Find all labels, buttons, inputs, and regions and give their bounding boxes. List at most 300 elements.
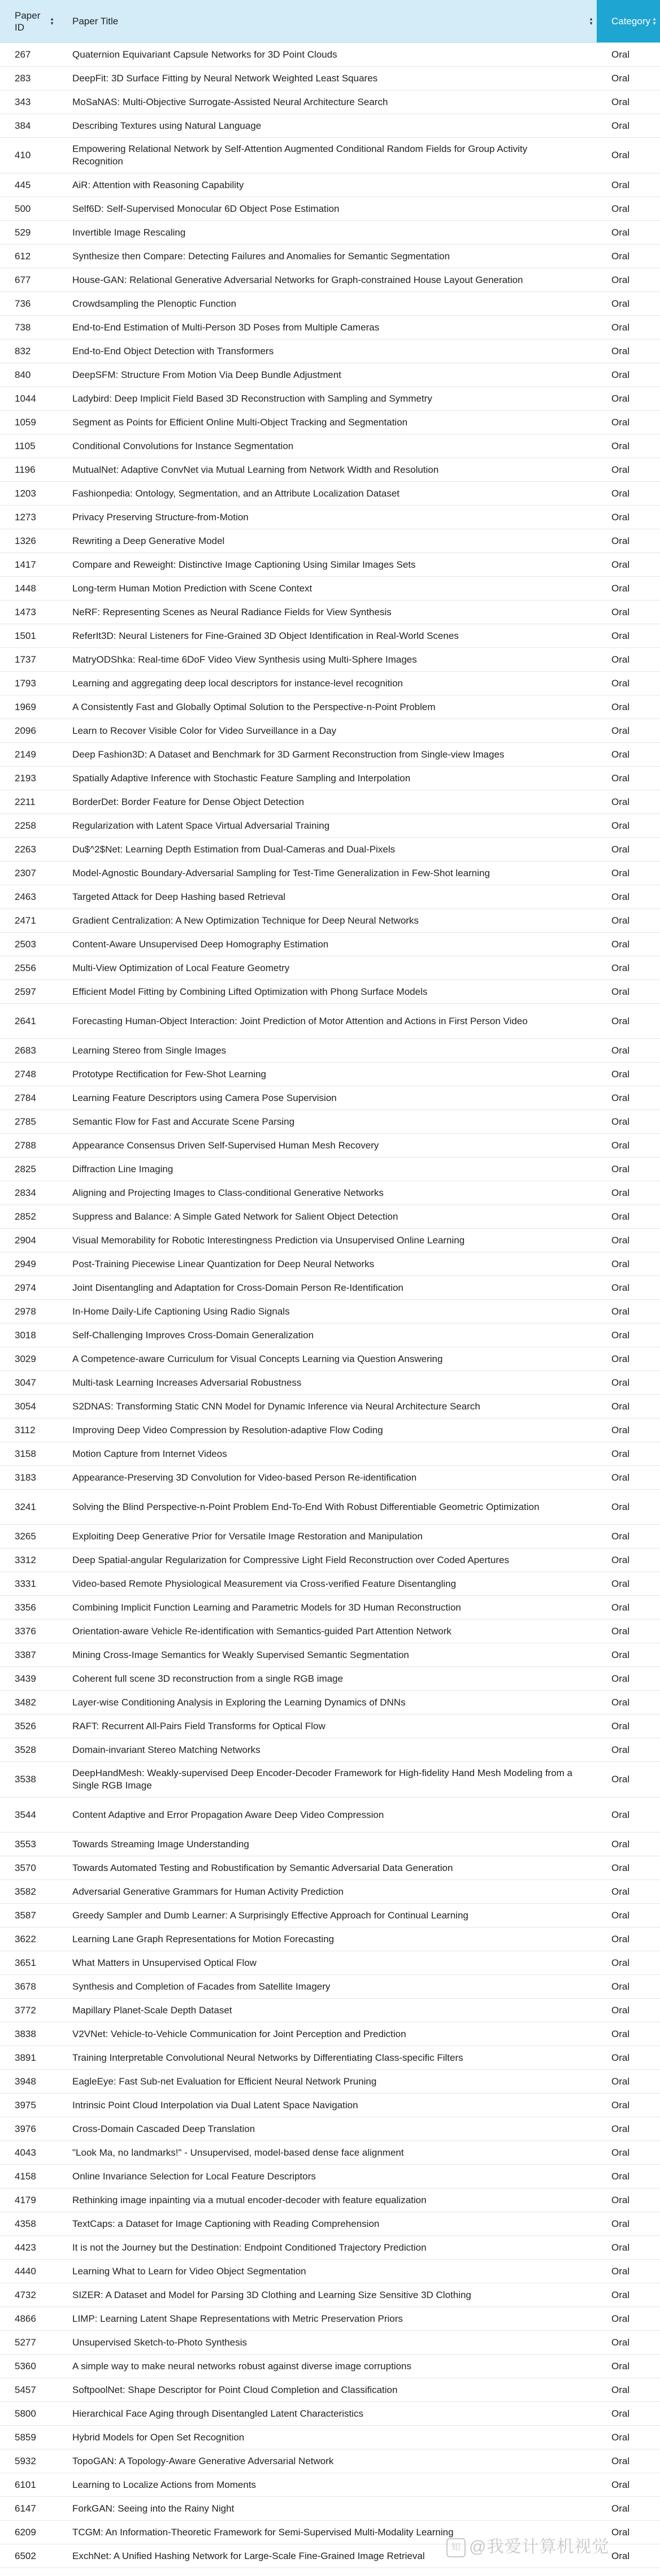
table-row[interactable] — [0, 1856, 660, 1880]
table-row[interactable] — [0, 2378, 660, 2402]
category-cell: Oral — [611, 1673, 630, 1684]
table-row[interactable] — [0, 2355, 660, 2378]
category-cell: Oral — [611, 464, 630, 475]
table-row[interactable] — [0, 2094, 660, 2117]
table-row[interactable] — [0, 1999, 660, 2022]
category-cell: Oral — [611, 274, 630, 285]
paper-id-cell: 5859 — [15, 2431, 36, 2443]
paper-id-cell: 677 — [15, 274, 31, 285]
column-header-paper-title[interactable] — [58, 0, 597, 42]
table-row[interactable] — [0, 1951, 660, 1975]
paper-title-cell: Mapillary Planet-Scale Depth Dataset — [72, 2004, 232, 2016]
table-row[interactable] — [0, 387, 660, 411]
paper-title-cell: Learning Feature Descriptors using Camera Pose Supervision — [72, 1092, 337, 1103]
table-row[interactable] — [0, 2236, 660, 2260]
category-cell: Oral — [611, 796, 630, 807]
table-row[interactable] — [0, 1181, 660, 1205]
paper-id-cell: 2785 — [15, 1116, 36, 1127]
table-row[interactable] — [0, 861, 660, 885]
category-cell: Oral — [611, 1649, 630, 1660]
category-cell: Oral — [611, 1116, 630, 1127]
table-row[interactable] — [0, 2046, 660, 2070]
paper-id-cell: 4732 — [15, 2289, 36, 2300]
paper-title-cell: Learning to Localize Actions from Moments — [72, 2479, 257, 2490]
table-row[interactable] — [0, 2402, 660, 2426]
paper-title-cell: DeepHandMesh: Weakly-supervised Deep Encoder-Decoder Framework for High-fidelity Hand Mesh Modeling from a Single RGB Image — [72, 1768, 573, 1791]
category-cell: Oral — [611, 1602, 630, 1613]
paper-title-cell: Learning Lane Graph Representations for Motion Forecasting — [72, 1933, 335, 1944]
category-cell: Oral — [611, 2384, 630, 2395]
paper-title-cell: Rethinking image inpainting via a mutual encoder-decoder with feature equalization — [72, 2194, 427, 2205]
table-row[interactable] — [0, 67, 660, 90]
category-cell: Oral — [611, 938, 630, 950]
paper-id-cell: 3772 — [15, 2004, 36, 2016]
paper-id-cell: 832 — [15, 345, 31, 356]
category-cell: Oral — [611, 2052, 630, 2063]
category-cell: Oral — [611, 1045, 630, 1056]
paper-title-cell: MutualNet: Adaptive ConvNet via Mutual Learning from Network Width and Resolution — [72, 464, 439, 475]
column-header-paper-id[interactable] — [0, 0, 58, 42]
paper-title-cell: Greedy Sampler and Dumb Learner: A Surprisingly Effective Approach for Continual Learning — [72, 1909, 468, 1921]
paper-id-cell: 384 — [15, 120, 31, 131]
table-row[interactable] — [0, 719, 660, 743]
table-row[interactable] — [0, 363, 660, 387]
category-cell: Oral — [611, 440, 630, 451]
paper-id-cell: 3553 — [15, 1838, 36, 1850]
category-cell: Oral — [611, 1306, 630, 1317]
table-row[interactable] — [0, 2212, 660, 2236]
paper-id-cell: 2852 — [15, 1211, 36, 1222]
paper-title-cell: Learn to Recover Visible Color for Video Surveillance in a Day — [72, 725, 337, 736]
paper-id-cell: 1448 — [15, 582, 36, 594]
paper-title-cell: Rewriting a Deep Generative Model — [72, 535, 225, 546]
paper-title-cell: Synthesis and Completion of Facades from Satellite Imagery — [72, 1981, 331, 1992]
paper-id-cell: 3528 — [15, 1744, 36, 1755]
paper-title-cell: Multi-View Optimization of Local Feature Geometry — [72, 962, 290, 973]
category-cell: Oral — [611, 749, 630, 760]
category-cell: Oral — [611, 701, 630, 712]
paper-id-cell: 3544 — [15, 1809, 36, 1820]
table-row[interactable] — [0, 2165, 660, 2188]
paper-id-cell: 3029 — [15, 1353, 36, 1364]
category-cell: Oral — [611, 1744, 630, 1755]
paper-title-cell: It is not the Journey but the Destination: Endpoint Conditioned Trajectory Prediction — [72, 2242, 427, 2253]
paper-title-cell: DeepFit: 3D Surface Fitting by Neural Network Weighted Least Squares — [72, 72, 378, 84]
table-row[interactable] — [0, 2141, 660, 2165]
paper-title-cell: Aligning and Projecting Images to Class-conditional Generative Networks — [72, 1187, 384, 1198]
category-cell: Oral — [611, 2265, 630, 2277]
category-cell: Oral — [611, 2526, 630, 2538]
table-body — [0, 43, 660, 2568]
paper-title-cell: Learning Stereo from Single Images — [72, 1045, 227, 1056]
paper-title-cell: DeepSFM: Structure From Motion Via Deep Bundle Adjustment — [72, 369, 341, 380]
category-cell: Oral — [611, 1448, 630, 1459]
table-row[interactable] — [0, 1229, 660, 1252]
paper-id-cell: 2974 — [15, 1282, 36, 1293]
paper-title-cell: Forecasting Human-Object Interaction: Joint Prediction of Motor Attention and Actions in First Person Video — [72, 1015, 528, 1026]
table-row[interactable] — [0, 245, 660, 268]
paper-id-cell: 1105 — [15, 440, 36, 451]
paper-title-cell: Mining Cross-Image Semantics for Weakly Supervised Semantic Segmentation — [72, 1649, 409, 1660]
table-row[interactable] — [0, 838, 660, 861]
table-row[interactable] — [0, 2260, 660, 2283]
table-row[interactable] — [0, 1880, 660, 1904]
table-row[interactable] — [0, 2022, 660, 2046]
category-cell: Oral — [611, 2431, 630, 2443]
paper-id-cell: 2556 — [15, 962, 36, 973]
table-row[interactable] — [0, 2307, 660, 2331]
paper-id-cell: 1196 — [15, 464, 36, 475]
category-cell: Oral — [611, 2360, 630, 2372]
paper-title-cell: Hierarchical Face Aging through Disentangled Latent Characteristics — [72, 2408, 363, 2419]
category-cell: Oral — [611, 2455, 630, 2466]
table-row[interactable] — [0, 1004, 660, 1039]
paper-id-cell: 6101 — [15, 2479, 36, 2490]
paper-id-cell: 1737 — [15, 654, 36, 665]
column-header-paper-id-label: Paper ID — [15, 10, 41, 33]
table-row[interactable] — [0, 933, 660, 956]
paper-title-cell: "Look Ma, no landmarks!" - Unsupervised, model-based dense face alignment — [72, 2147, 404, 2158]
table-row[interactable] — [0, 885, 660, 909]
category-cell: Oral — [611, 1981, 630, 1992]
table-row[interactable] — [0, 1086, 660, 1110]
watermark — [446, 2533, 609, 2557]
table-row[interactable] — [0, 1063, 660, 1086]
paper-id-cell: 3241 — [15, 1501, 36, 1512]
paper-title-cell: TCGM: An Information-Theoretic Framework for Semi-Supervised Multi-Modality Learning — [72, 2526, 454, 2538]
paper-title-cell: Towards Streaming Image Understanding — [72, 1838, 249, 1850]
table-row[interactable] — [0, 1798, 660, 1833]
table-row[interactable] — [0, 316, 660, 340]
paper-id-cell: 3439 — [15, 1673, 36, 1684]
table-row[interactable] — [0, 411, 660, 434]
table-row[interactable] — [0, 1039, 660, 1063]
paper-title-cell: Spatially Adaptive Inference with Stochastic Feature Sampling and Interpolation — [72, 772, 411, 784]
table-row[interactable] — [0, 1715, 660, 1738]
paper-title-cell: Post-Training Piecewise Linear Quantization for Deep Neural Networks — [72, 1258, 375, 1269]
paper-id-cell: 3651 — [15, 1957, 36, 1968]
table-row[interactable] — [0, 672, 660, 695]
paper-title-cell: Diffraction Line Imaging — [72, 1163, 173, 1174]
category-cell: Oral — [611, 49, 630, 60]
paper-title-cell: Conditional Convolutions for Instance Segmentation — [72, 440, 294, 451]
paper-id-cell: 3047 — [15, 1377, 36, 1388]
category-cell: Oral — [611, 2075, 630, 2087]
paper-title-cell: NeRF: Representing Scenes as Neural Radiance Fields for View Synthesis — [72, 606, 392, 617]
paper-title-cell: ForkGAN: Seeing into the Rainy Night — [72, 2503, 235, 2514]
table-row[interactable] — [0, 648, 660, 672]
paper-title-cell: Du$^2$Net: Learning Depth Estimation from Dual-Cameras and Dual-Pixels — [72, 843, 396, 855]
table-row[interactable] — [0, 2117, 660, 2141]
category-cell: Oral — [611, 1211, 630, 1222]
paper-title-cell: Training Interpretable Convolutional Neural Networks by Differentiating Class-specific Filters — [72, 2052, 463, 2063]
table-row[interactable] — [0, 2331, 660, 2355]
category-cell: Oral — [611, 1163, 630, 1174]
paper-title-cell: Model-Agnostic Boundary-Adversarial Sampling for Test-Time Generalization in Few-Shot learning — [72, 867, 490, 878]
table-row[interactable] — [0, 767, 660, 790]
table-row[interactable] — [0, 221, 660, 245]
category-cell: Oral — [611, 250, 630, 262]
table-row[interactable] — [0, 1548, 660, 1572]
table-row[interactable] — [0, 601, 660, 624]
table-row[interactable] — [0, 1276, 660, 1300]
table-row[interactable] — [0, 173, 660, 197]
table-row[interactable] — [0, 980, 660, 1004]
table-row[interactable] — [0, 577, 660, 601]
paper-title-cell: Intrinsic Point Cloud Interpolation via Dual Latent Space Navigation — [72, 2099, 358, 2111]
paper-title-cell: Appearance-Preserving 3D Convolution for Video-based Person Re-identification — [72, 1472, 417, 1483]
category-cell: Oral — [611, 2550, 630, 2561]
category-cell: Oral — [611, 1377, 630, 1388]
table-row[interactable] — [0, 2449, 660, 2473]
category-cell: Oral — [611, 2313, 630, 2324]
paper-title-cell: Privacy Preserving Structure-from-Motion — [72, 511, 249, 523]
paper-id-cell: 6209 — [15, 2526, 36, 2538]
table-row[interactable] — [0, 2070, 660, 2094]
table-row[interactable] — [0, 1418, 660, 1442]
paper-id-cell: 3376 — [15, 1625, 36, 1637]
table-row[interactable] — [0, 790, 660, 814]
category-cell: Oral — [611, 120, 630, 131]
table-row[interactable] — [0, 1466, 660, 1490]
table-row[interactable] — [0, 1738, 660, 1762]
table-row[interactable] — [0, 1643, 660, 1667]
table-row[interactable] — [0, 482, 660, 506]
table-row[interactable] — [0, 743, 660, 767]
paper-id-cell: 4358 — [15, 2218, 36, 2229]
table-row[interactable] — [0, 197, 660, 221]
category-cell: Oral — [611, 2123, 630, 2134]
paper-title-cell: RAFT: Recurrent All-Pairs Field Transforms for Optical Flow — [72, 1720, 325, 1731]
table-row[interactable] — [0, 1572, 660, 1596]
paper-id-cell: 2463 — [15, 891, 36, 902]
table-row[interactable] — [0, 695, 660, 719]
paper-title-cell: Joint Disentangling and Adaptation for Cross-Domain Person Re-Identification — [72, 1282, 403, 1293]
paper-id-cell: 3622 — [15, 1933, 36, 1944]
table-row[interactable] — [0, 2283, 660, 2307]
sort-icon[interactable]: ▲ ▼ — [50, 16, 54, 26]
paper-id-cell: 2825 — [15, 1163, 36, 1174]
paper-title-cell: AiR: Attention with Reasoning Capability — [72, 179, 244, 190]
paper-title-cell: End-to-End Estimation of Multi-Person 3D Poses from Multiple Cameras — [72, 321, 380, 333]
table-row[interactable] — [0, 956, 660, 980]
paper-title-cell: Empowering Relational Network by Self-Attention Augmented Conditional Random Fields for Group Activity Recognition — [72, 143, 528, 167]
paper-id-cell: 3356 — [15, 1602, 36, 1613]
table-row[interactable] — [0, 1324, 660, 1347]
paper-title-cell: ExchNet: A Unified Hashing Network for Large-Scale Fine-Grained Image Retrieval — [72, 2550, 425, 2561]
paper-id-cell: 2193 — [15, 772, 36, 784]
paper-title-cell: Describing Textures using Natural Language — [72, 120, 262, 131]
category-cell: Oral — [611, 1329, 630, 1341]
table-row[interactable] — [0, 1347, 660, 1371]
table-row[interactable] — [0, 2497, 660, 2521]
paper-title-cell: LIMP: Learning Latent Shape Representations with Metric Preservation Priors — [72, 2313, 403, 2324]
category-cell: Oral — [611, 1696, 630, 1708]
paper-title-cell: House-GAN: Relational Generative Adversarial Networks for Graph-constrained House Layout Generation — [72, 274, 523, 285]
table-row[interactable] — [0, 909, 660, 933]
paper-id-cell: 2471 — [15, 915, 36, 926]
sort-icon[interactable]: ▲ ▼ — [652, 16, 657, 26]
paper-id-cell: 1059 — [15, 416, 36, 428]
table-row[interactable] — [0, 340, 660, 363]
table-row[interactable] — [0, 1620, 660, 1643]
paper-title-cell: Multi-task Learning Increases Adversarial Robustness — [72, 1377, 302, 1388]
table-row[interactable] — [0, 1596, 660, 1620]
category-cell: Oral — [611, 2336, 630, 2348]
table-row[interactable] — [0, 506, 660, 529]
table-row[interactable] — [0, 1158, 660, 1181]
category-cell: Oral — [611, 1625, 630, 1637]
category-cell: Oral — [611, 369, 630, 380]
paper-id-cell: 5360 — [15, 2360, 36, 2372]
paper-id-cell: 1793 — [15, 677, 36, 689]
table-row[interactable] — [0, 292, 660, 316]
category-cell: Oral — [611, 654, 630, 665]
paper-title-cell: Online Invariance Selection for Local Feature Descriptors — [72, 2170, 316, 2182]
table-row[interactable] — [0, 1525, 660, 1548]
table-row[interactable] — [0, 434, 660, 458]
paper-id-cell: 3526 — [15, 1720, 36, 1731]
category-cell: Oral — [611, 345, 630, 356]
table-row[interactable] — [0, 114, 660, 138]
category-cell: Oral — [611, 2147, 630, 2158]
category-cell: Oral — [611, 1838, 630, 1850]
table-row[interactable] — [0, 1252, 660, 1276]
paper-title-cell: End-to-End Object Detection with Transformers — [72, 345, 274, 356]
category-cell: Oral — [611, 986, 630, 997]
paper-title-cell: Learning and aggregating deep local descriptors for instance-level recognition — [72, 677, 403, 689]
paper-title-cell: Content Adaptive and Error Propagation Aware Deep Video Compression — [72, 1809, 384, 1820]
table-row[interactable] — [0, 1691, 660, 1715]
table-row[interactable] — [0, 90, 660, 114]
table-row[interactable] — [0, 1300, 660, 1324]
paper-id-cell: 2784 — [15, 1092, 36, 1103]
table-row[interactable] — [0, 1134, 660, 1158]
column-header-paper-title-label: Paper Title — [72, 16, 119, 27]
paper-id-cell: 2258 — [15, 820, 36, 831]
paper-id-cell: 6147 — [15, 2503, 36, 2514]
table-row[interactable] — [0, 814, 660, 838]
category-cell: Oral — [611, 677, 630, 689]
paper-id-cell: 5932 — [15, 2455, 36, 2466]
paper-title-cell: A simple way to make neural networks robust against diverse image corruptions — [72, 2360, 412, 2372]
category-cell: Oral — [611, 2099, 630, 2111]
table-row[interactable] — [0, 1667, 660, 1691]
paper-title-cell: MatryODShka: Real-time 6DoF Video View Synthesis using Multi-Sphere Images — [72, 654, 417, 665]
paper-id-cell: 2949 — [15, 1258, 36, 1269]
paper-id-cell: 2211 — [15, 796, 36, 807]
paper-id-cell: 3331 — [15, 1578, 36, 1589]
paper-title-cell: What Matters in Unsupervised Optical Flow — [72, 1957, 257, 1968]
table-row[interactable] — [0, 1442, 660, 1466]
column-header-category[interactable] — [597, 0, 660, 42]
paper-id-cell: 3948 — [15, 2075, 36, 2087]
category-cell: Oral — [611, 488, 630, 499]
table-row[interactable] — [0, 529, 660, 553]
table-row[interactable] — [0, 553, 660, 577]
category-cell: Oral — [611, 2170, 630, 2182]
category-cell: Oral — [611, 630, 630, 641]
paper-title-cell: A Consistently Fast and Globally Optimal Solution to the Perspective-n-Point Problem — [72, 701, 436, 712]
table-row[interactable] — [0, 2473, 660, 2497]
paper-id-cell: 1326 — [15, 535, 36, 546]
paper-id-cell: 4158 — [15, 2170, 36, 2182]
paper-id-cell: 1969 — [15, 701, 36, 712]
table-row[interactable] — [0, 1833, 660, 1856]
category-cell: Oral — [611, 1886, 630, 1897]
table-row[interactable] — [0, 1490, 660, 1525]
table-row[interactable] — [0, 1395, 660, 1418]
paper-id-cell: 3838 — [15, 2028, 36, 2039]
paper-title-cell: Hybrid Models for Open Set Recognition — [72, 2431, 245, 2443]
category-cell: Oral — [611, 2194, 630, 2205]
table-row[interactable] — [0, 1904, 660, 1927]
table-row[interactable] — [0, 2426, 660, 2449]
paper-id-cell: 267 — [15, 49, 31, 60]
category-cell: Oral — [611, 1258, 630, 1269]
table-row[interactable] — [0, 624, 660, 648]
table-row[interactable] — [0, 1762, 660, 1798]
table-row[interactable] — [0, 1205, 660, 1229]
paper-id-cell: 410 — [15, 150, 31, 160]
table-header — [0, 0, 660, 43]
paper-id-cell: 3976 — [15, 2123, 36, 2134]
category-cell: Oral — [611, 962, 630, 973]
category-cell: Oral — [611, 1015, 630, 1026]
table-row[interactable] — [0, 1975, 660, 1999]
table-row[interactable] — [0, 1110, 660, 1134]
table-row[interactable] — [0, 2188, 660, 2212]
paper-id-cell: 1203 — [15, 488, 36, 499]
category-cell: Oral — [611, 2479, 630, 2490]
paper-id-cell: 5277 — [15, 2336, 36, 2348]
category-cell: Oral — [611, 1234, 630, 1246]
category-cell: Oral — [611, 1720, 630, 1731]
paper-id-cell: 283 — [15, 72, 31, 84]
category-cell: Oral — [611, 2028, 630, 2039]
paper-id-cell: 3587 — [15, 1909, 36, 1921]
paper-id-cell: 445 — [15, 179, 31, 190]
paper-id-cell: 2503 — [15, 938, 36, 950]
table-row[interactable] — [0, 1927, 660, 1951]
paper-title-cell: Invertible Image Rescaling — [72, 227, 186, 238]
paper-title-cell: Targeted Attack for Deep Hashing based Retrieval — [72, 891, 286, 902]
paper-id-cell: 4179 — [15, 2194, 36, 2205]
category-cell: Oral — [611, 867, 630, 878]
paper-title-cell: Motion Capture from Internet Videos — [72, 1448, 227, 1459]
table-row[interactable] — [0, 268, 660, 292]
table-row[interactable] — [0, 458, 660, 482]
paper-title-cell: Efﬁcient Model Fitting by Combining Lifted Optimization with Phong Surface Models — [72, 986, 428, 997]
category-cell: Oral — [611, 1530, 630, 1542]
category-cell: Oral — [611, 1400, 630, 1412]
paper-title-cell: Layer-wise Conditioning Analysis in Exploring the Learning Dynamics of DNNs — [72, 1696, 406, 1708]
category-cell: Oral — [611, 1957, 630, 1968]
table-row[interactable] — [0, 1371, 660, 1395]
paper-title-cell: A Competence-aware Curriculum for Visual Concepts Learning via Question Answering — [72, 1353, 443, 1364]
paper-title-cell: Prototype Rectification for Few-Shot Learning — [72, 1068, 267, 1080]
paper-id-cell: 1417 — [15, 559, 36, 570]
category-cell: Oral — [611, 843, 630, 855]
sort-icon[interactable]: ▲ ▼ — [589, 16, 593, 26]
table-row[interactable] — [0, 138, 660, 173]
paper-title-cell: Quaternion Equivariant Capsule Networks for 3D Point Clouds — [72, 49, 337, 60]
table-row[interactable] — [0, 43, 660, 67]
paper-id-cell: 3112 — [15, 1424, 36, 1435]
paper-title-cell: Orientation-aware Vehicle Re-identification with Semantics-guided Part Attention Network — [72, 1625, 451, 1637]
category-cell: Oral — [611, 1774, 630, 1785]
paper-title-cell: SIZER: A Dataset and Model for Parsing 3D Clothing and Learning Size Sensitive 3D Clothing — [72, 2289, 471, 2300]
